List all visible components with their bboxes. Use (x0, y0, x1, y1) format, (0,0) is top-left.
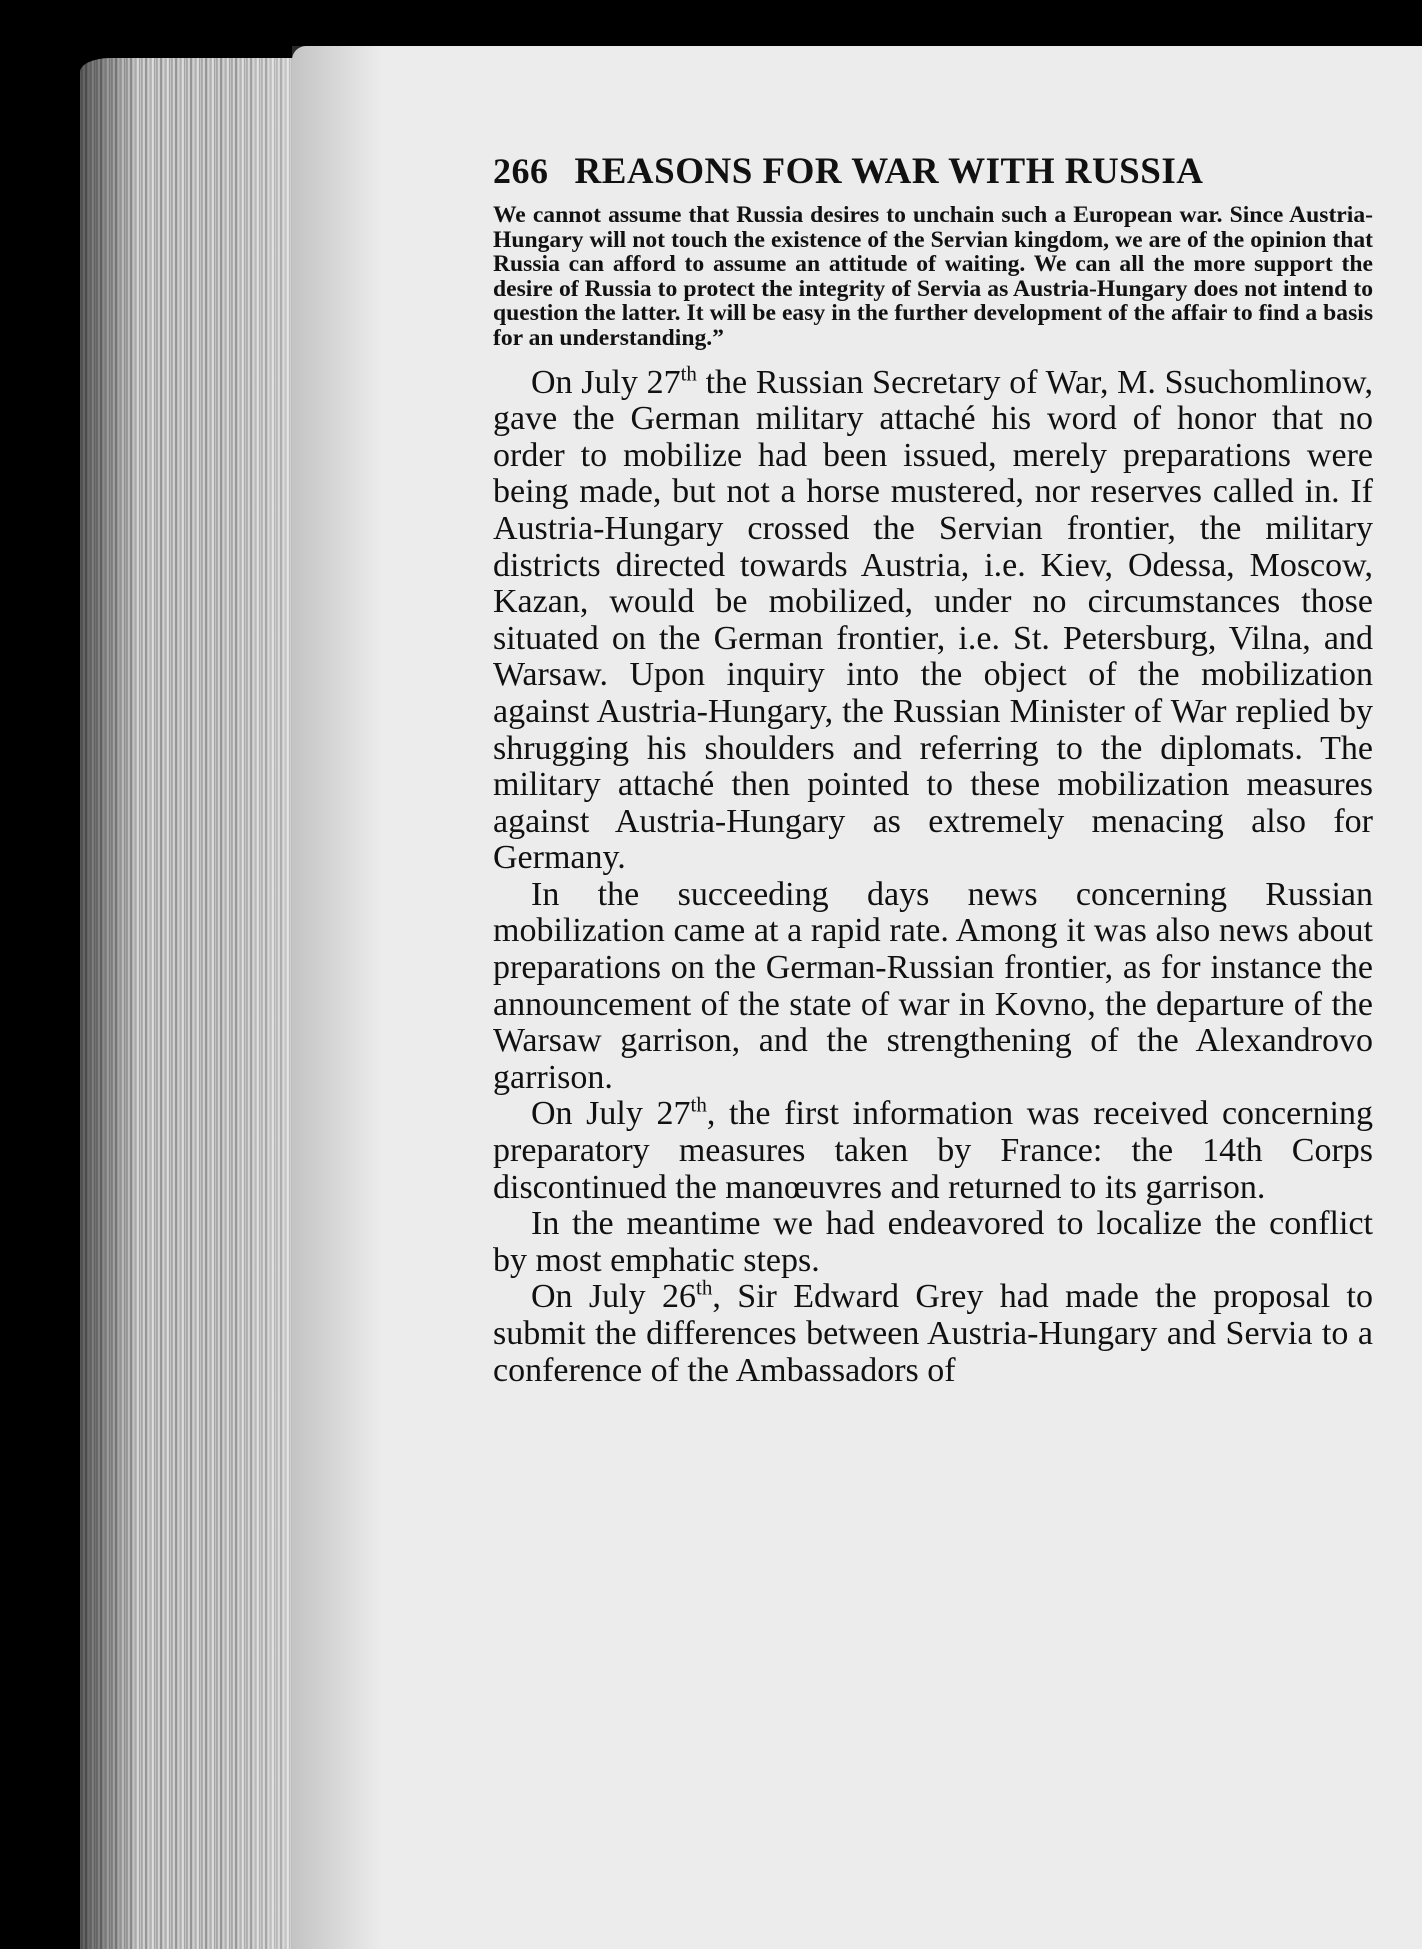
paragraph (493, 1206, 1373, 1279)
page-number: 266 (493, 151, 549, 191)
paragraph-text: In the meantime we had endeavored to localize the conflict by most emphatic steps. (493, 1205, 1373, 1279)
paragraph-text: In the succeeding days news concerning Russian mobilization came at a rapid rate. Among it was also news about preparations on the German-Russian frontier, as for instance the announcement of the state of war in Kovno, the departure of the Warsaw garrison, and the strengthening of the Alexandrovo garrison. (493, 875, 1373, 1096)
running-head (493, 150, 1373, 193)
paragraph (493, 1093, 1374, 1206)
paragraph (493, 877, 1373, 1097)
ordinal-suffix: th (695, 1276, 713, 1301)
paragraph-text: the Russian Secretary of War, M. Ssuchomlinow, gave the German military attaché his word of honor that no order to mobilize had been issued, merely preparations were being made, but not a horse mustered, nor reserves called in. If Austria-Hungary crossed the Servian frontier, the military districts directed towards Austria, i.e. Kiev, Odessa, Moscow, Kazan, would be mobilized, under no circumstances those situated on the German frontier, i.e. St. Petersburg, Vilna, and Warsaw. Upon inquiry into the object of the mobilization against Austria-Hungary, the Russian Minister of War replied by shrugging his shoulders and referring to the diplomats. The military attaché then pointed to these mobilization measures against Austria-Hungary as extremely menacing also for Germany. (493, 363, 1374, 877)
paragraph-text: On July 27 (531, 363, 681, 401)
text-block (493, 150, 1373, 1389)
paragraph (493, 1276, 1373, 1389)
paragraph-text: , the first information was received concerning preparatory measures taken by France: the 14th Corps discontinued the manœuvres and returned to its garrison. (493, 1095, 1374, 1206)
book-page-edges (80, 58, 310, 1949)
paragraph-text: On July 26 (531, 1278, 696, 1316)
paragraph (493, 361, 1374, 877)
running-head-title: REASONS FOR WAR WITH RUSSIA (574, 151, 1204, 192)
paragraph-text: On July 27 (531, 1095, 691, 1133)
ordinal-suffix: th (690, 1093, 707, 1118)
ordinal-suffix: th (680, 361, 697, 386)
paragraph-text: , Sir Edward Grey had made the proposal to submit the differences between Austria-Hungary and Servia to a conference of the Ambassadors of (493, 1278, 1373, 1389)
quoted-passage: We cannot assume that Russia desires to unchain such a European war. Since Austria-Hungary will not touch the existence of the Servian kingdom, we are of the opinion that Russia can afford to assume an attitude of waiting. We can all the more support the desire of Russia to protect the integrity of Servia as Austria-Hungary does not intend to question the latter. It will be easy in the further development of the affair to find a basis for an understanding.” (493, 202, 1373, 351)
